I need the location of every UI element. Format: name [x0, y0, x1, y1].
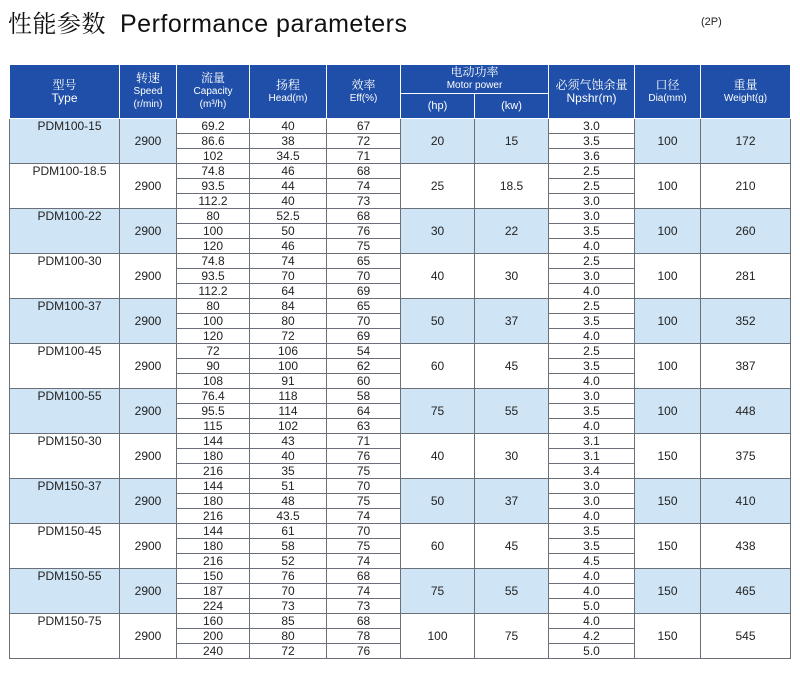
cell-npshr: 3.5 [549, 224, 635, 239]
cell-npshr: 3.0 [549, 119, 635, 134]
cell-eff: 70 [327, 479, 401, 494]
cell-capacity: 80 [177, 209, 250, 224]
cell-npshr: 2.5 [549, 299, 635, 314]
cell-capacity: 187 [177, 584, 250, 599]
cell-hp: 40 [401, 254, 475, 299]
cell-eff: 65 [327, 299, 401, 314]
cell-weight: 465 [701, 569, 791, 614]
cell-npshr: 3.0 [549, 479, 635, 494]
cell-head: 61 [250, 524, 327, 539]
cell-eff: 68 [327, 164, 401, 179]
cell-dia: 100 [635, 209, 701, 254]
table-row [10, 209, 791, 224]
cell-head: 102 [250, 419, 327, 434]
cell-eff: 72 [327, 134, 401, 149]
cell-npshr: 2.5 [549, 179, 635, 194]
cell-kw: 22 [475, 209, 549, 254]
cell-dia: 100 [635, 299, 701, 344]
header-head: 扬程 Head(m) [250, 65, 327, 119]
cell-head: 74 [250, 254, 327, 269]
cell-npshr: 4.2 [549, 629, 635, 644]
cell-npshr: 4.0 [549, 419, 635, 434]
cell-weight: 448 [701, 389, 791, 434]
cell-model: PDM150-37 [10, 479, 120, 524]
header-npshr: 必须气蚀余量 Npshr(m) [549, 65, 635, 119]
cell-weight: 387 [701, 344, 791, 389]
cell-head: 85 [250, 614, 327, 629]
cell-eff: 76 [327, 224, 401, 239]
cell-head: 50 [250, 224, 327, 239]
cell-npshr: 3.5 [549, 359, 635, 374]
cell-eff: 64 [327, 404, 401, 419]
cell-weight: 545 [701, 614, 791, 659]
cell-capacity: 90 [177, 359, 250, 374]
table-row [10, 254, 791, 269]
cell-hp: 30 [401, 209, 475, 254]
cell-capacity: 240 [177, 644, 250, 659]
cell-kw: 45 [475, 344, 549, 389]
cell-eff: 69 [327, 329, 401, 344]
cell-speed: 2900 [120, 389, 177, 434]
cell-npshr: 3.1 [549, 434, 635, 449]
cell-capacity: 100 [177, 314, 250, 329]
cell-capacity: 120 [177, 329, 250, 344]
cell-model: PDM100-45 [10, 344, 120, 389]
header-weight: 重量 Weight(g) [701, 65, 791, 119]
cell-eff: 63 [327, 419, 401, 434]
cell-npshr: 3.5 [549, 314, 635, 329]
cell-capacity: 144 [177, 479, 250, 494]
header-hp: (hp) [401, 94, 475, 119]
cell-head: 72 [250, 329, 327, 344]
title-chinese: 性能参数 [8, 10, 106, 38]
cell-head: 76 [250, 569, 327, 584]
cell-model: PDM100-22 [10, 209, 120, 254]
cell-eff: 75 [327, 239, 401, 254]
cell-hp: 75 [401, 569, 475, 614]
cell-weight: 375 [701, 434, 791, 479]
cell-dia: 100 [635, 389, 701, 434]
cell-npshr: 4.0 [549, 509, 635, 524]
cell-npshr: 4.0 [549, 239, 635, 254]
cell-dia: 100 [635, 344, 701, 389]
cell-capacity: 76.4 [177, 389, 250, 404]
cell-head: 91 [250, 374, 327, 389]
cell-kw: 37 [475, 479, 549, 524]
cell-kw: 45 [475, 524, 549, 569]
cell-head: 48 [250, 494, 327, 509]
cell-weight: 172 [701, 119, 791, 164]
cell-capacity: 144 [177, 434, 250, 449]
cell-eff: 67 [327, 119, 401, 134]
cell-speed: 2900 [120, 434, 177, 479]
cell-hp: 20 [401, 119, 475, 164]
cell-model: PDM100-15 [10, 119, 120, 164]
cell-hp: 25 [401, 164, 475, 209]
cell-head: 70 [250, 584, 327, 599]
cell-head: 43.5 [250, 509, 327, 524]
cell-npshr: 2.5 [549, 164, 635, 179]
cell-npshr: 4.0 [549, 569, 635, 584]
cell-npshr: 3.0 [549, 269, 635, 284]
cell-capacity: 200 [177, 629, 250, 644]
cell-capacity: 112.2 [177, 284, 250, 299]
cell-eff: 70 [327, 269, 401, 284]
header-model: 型号 Type [10, 65, 120, 119]
cell-npshr: 3.6 [549, 149, 635, 164]
cell-head: 46 [250, 239, 327, 254]
header-eff: 效率 Eff(%) [327, 65, 401, 119]
cell-speed: 2900 [120, 209, 177, 254]
cell-speed: 2900 [120, 479, 177, 524]
header-kw: (kw) [475, 94, 549, 119]
cell-eff: 78 [327, 629, 401, 644]
cell-eff: 73 [327, 194, 401, 209]
cell-eff: 69 [327, 284, 401, 299]
cell-eff: 68 [327, 209, 401, 224]
table-row [10, 614, 791, 629]
cell-capacity: 180 [177, 449, 250, 464]
cell-kw: 30 [475, 254, 549, 299]
table-row [10, 524, 791, 539]
cell-capacity: 150 [177, 569, 250, 584]
cell-speed: 2900 [120, 344, 177, 389]
cell-npshr: 3.0 [549, 389, 635, 404]
cell-kw: 55 [475, 569, 549, 614]
cell-head: 84 [250, 299, 327, 314]
cell-model: PDM150-30 [10, 434, 120, 479]
cell-head: 80 [250, 314, 327, 329]
cell-npshr: 4.0 [549, 329, 635, 344]
table-row [10, 344, 791, 359]
cell-speed: 2900 [120, 524, 177, 569]
cell-eff: 71 [327, 434, 401, 449]
cell-capacity: 102 [177, 149, 250, 164]
cell-npshr: 3.5 [549, 539, 635, 554]
cell-eff: 71 [327, 149, 401, 164]
cell-capacity: 100 [177, 224, 250, 239]
cell-head: 40 [250, 119, 327, 134]
cell-npshr: 3.5 [549, 524, 635, 539]
cell-kw: 37 [475, 299, 549, 344]
cell-hp: 60 [401, 344, 475, 389]
cell-npshr: 4.0 [549, 374, 635, 389]
cell-head: 58 [250, 539, 327, 554]
cell-capacity: 93.5 [177, 269, 250, 284]
cell-speed: 2900 [120, 164, 177, 209]
table-row [10, 299, 791, 314]
cell-model: PDM150-45 [10, 524, 120, 569]
cell-model: PDM100-37 [10, 299, 120, 344]
pole-tag: (2P) [701, 16, 722, 28]
cell-weight: 210 [701, 164, 791, 209]
cell-head: 80 [250, 629, 327, 644]
cell-capacity: 108 [177, 374, 250, 389]
cell-hp: 40 [401, 434, 475, 479]
cell-capacity: 216 [177, 464, 250, 479]
cell-eff: 76 [327, 644, 401, 659]
cell-speed: 2900 [120, 254, 177, 299]
cell-dia: 150 [635, 614, 701, 659]
cell-capacity: 72 [177, 344, 250, 359]
cell-model: PDM100-30 [10, 254, 120, 299]
cell-kw: 15 [475, 119, 549, 164]
cell-npshr: 4.0 [549, 584, 635, 599]
table-row [10, 434, 791, 449]
cell-eff: 75 [327, 494, 401, 509]
cell-npshr: 3.5 [549, 134, 635, 149]
cell-eff: 70 [327, 524, 401, 539]
cell-eff: 74 [327, 179, 401, 194]
cell-head: 35 [250, 464, 327, 479]
cell-npshr: 5.0 [549, 599, 635, 614]
cell-head: 106 [250, 344, 327, 359]
cell-speed: 2900 [120, 569, 177, 614]
cell-eff: 73 [327, 599, 401, 614]
cell-npshr: 3.1 [549, 449, 635, 464]
table-row [10, 479, 791, 494]
cell-head: 40 [250, 194, 327, 209]
cell-eff: 70 [327, 314, 401, 329]
table-row [10, 569, 791, 584]
cell-capacity: 86.6 [177, 134, 250, 149]
cell-capacity: 180 [177, 539, 250, 554]
cell-eff: 54 [327, 344, 401, 359]
cell-weight: 260 [701, 209, 791, 254]
cell-npshr: 2.5 [549, 254, 635, 269]
cell-hp: 75 [401, 389, 475, 434]
cell-npshr: 2.5 [549, 344, 635, 359]
cell-dia: 150 [635, 524, 701, 569]
cell-npshr: 4.0 [549, 614, 635, 629]
cell-weight: 410 [701, 479, 791, 524]
cell-model: PDM100-55 [10, 389, 120, 434]
cell-capacity: 115 [177, 419, 250, 434]
cell-dia: 100 [635, 164, 701, 209]
cell-head: 43 [250, 434, 327, 449]
cell-kw: 55 [475, 389, 549, 434]
cell-model: PDM150-75 [10, 614, 120, 659]
cell-eff: 65 [327, 254, 401, 269]
cell-eff: 74 [327, 509, 401, 524]
cell-dia: 100 [635, 119, 701, 164]
cell-npshr: 3.0 [549, 194, 635, 209]
cell-dia: 150 [635, 569, 701, 614]
cell-head: 34.5 [250, 149, 327, 164]
cell-weight: 438 [701, 524, 791, 569]
cell-dia: 100 [635, 254, 701, 299]
cell-head: 73 [250, 599, 327, 614]
header-capacity: 流量 Capacity (m³/h) [177, 65, 250, 119]
cell-eff: 68 [327, 569, 401, 584]
cell-head: 64 [250, 284, 327, 299]
cell-head: 52.5 [250, 209, 327, 224]
cell-hp: 50 [401, 299, 475, 344]
cell-dia: 150 [635, 479, 701, 524]
cell-capacity: 112.2 [177, 194, 250, 209]
cell-model: PDM100-18.5 [10, 164, 120, 209]
cell-capacity: 120 [177, 239, 250, 254]
cell-capacity: 93.5 [177, 179, 250, 194]
cell-eff: 74 [327, 554, 401, 569]
cell-speed: 2900 [120, 119, 177, 164]
cell-head: 52 [250, 554, 327, 569]
page-title [8, 4, 408, 36]
cell-speed: 2900 [120, 299, 177, 344]
cell-head: 118 [250, 389, 327, 404]
cell-eff: 75 [327, 539, 401, 554]
cell-capacity: 95.5 [177, 404, 250, 419]
cell-capacity: 144 [177, 524, 250, 539]
cell-capacity: 160 [177, 614, 250, 629]
cell-hp: 50 [401, 479, 475, 524]
cell-head: 100 [250, 359, 327, 374]
cell-weight: 281 [701, 254, 791, 299]
cell-eff: 60 [327, 374, 401, 389]
table-row [10, 164, 791, 179]
cell-weight: 352 [701, 299, 791, 344]
performance-table [9, 64, 791, 659]
cell-dia: 150 [635, 434, 701, 479]
cell-eff: 58 [327, 389, 401, 404]
cell-eff: 74 [327, 584, 401, 599]
table-row [10, 119, 791, 134]
cell-model: PDM150-55 [10, 569, 120, 614]
cell-npshr: 4.5 [549, 554, 635, 569]
cell-npshr: 5.0 [549, 644, 635, 659]
cell-eff: 75 [327, 464, 401, 479]
header-dia: 口径 Dia(mm) [635, 65, 701, 119]
cell-head: 51 [250, 479, 327, 494]
cell-head: 114 [250, 404, 327, 419]
cell-npshr: 4.0 [549, 284, 635, 299]
cell-capacity: 216 [177, 554, 250, 569]
cell-npshr: 3.5 [549, 404, 635, 419]
cell-head: 46 [250, 164, 327, 179]
cell-hp: 60 [401, 524, 475, 569]
cell-eff: 76 [327, 449, 401, 464]
cell-eff: 68 [327, 614, 401, 629]
cell-capacity: 180 [177, 494, 250, 509]
cell-capacity: 74.8 [177, 164, 250, 179]
table-row [10, 389, 791, 404]
cell-head: 38 [250, 134, 327, 149]
cell-capacity: 216 [177, 509, 250, 524]
cell-capacity: 74.8 [177, 254, 250, 269]
cell-npshr: 3.0 [549, 209, 635, 224]
header-motor-power: 电动功率 Motor power [401, 65, 549, 94]
cell-head: 40 [250, 449, 327, 464]
cell-eff: 62 [327, 359, 401, 374]
cell-kw: 30 [475, 434, 549, 479]
cell-speed: 2900 [120, 614, 177, 659]
cell-head: 72 [250, 644, 327, 659]
cell-capacity: 80 [177, 299, 250, 314]
cell-npshr: 3.0 [549, 494, 635, 509]
cell-head: 70 [250, 269, 327, 284]
cell-capacity: 69.2 [177, 119, 250, 134]
cell-kw: 18.5 [475, 164, 549, 209]
cell-npshr: 3.4 [549, 464, 635, 479]
cell-capacity: 224 [177, 599, 250, 614]
cell-kw: 75 [475, 614, 549, 659]
title-english: Performance parameters [120, 10, 408, 38]
cell-hp: 100 [401, 614, 475, 659]
cell-head: 44 [250, 179, 327, 194]
header-speed: 转速 Speed (r/min) [120, 65, 177, 119]
